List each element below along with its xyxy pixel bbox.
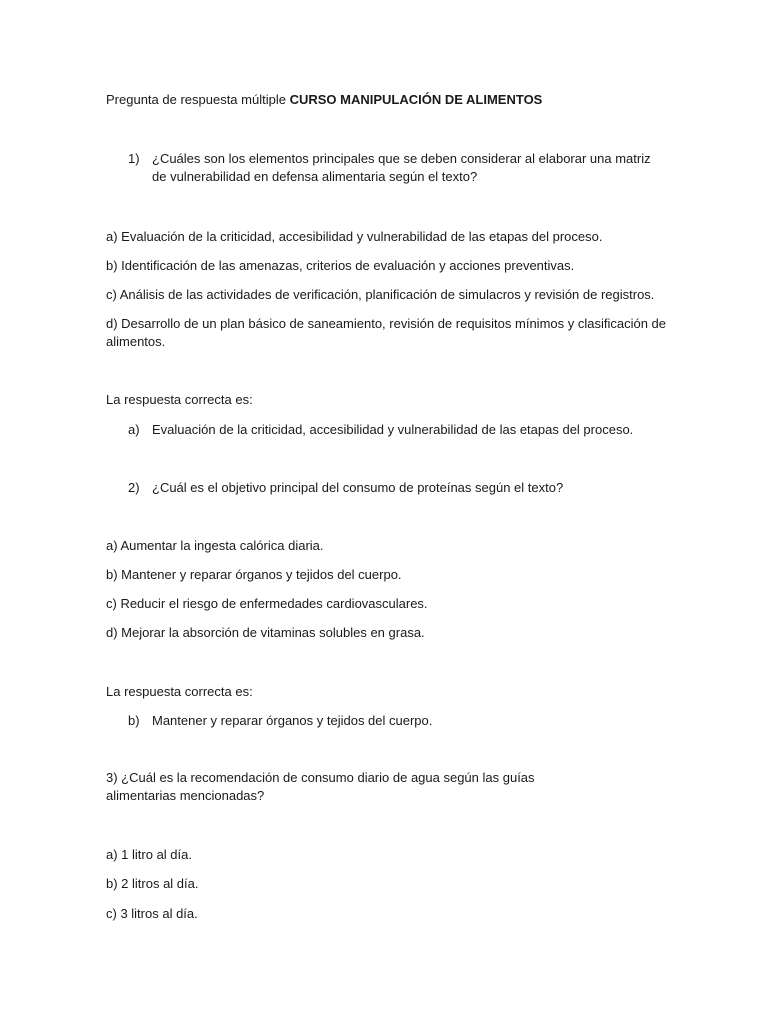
- question-1-option-d: d) Desarrollo de un plan básico de saneamiento, revisión de requisitos mínimos y clasificación de alimentos.: [106, 316, 667, 349]
- question-1-answer-text: Evaluación de la criticidad, accesibilidad y vulnerabilidad de las etapas del proceso.: [152, 422, 634, 437]
- course-title: CURSO MANIPULACIÓN DE ALIMENTOS: [289, 92, 543, 107]
- question-3-option-c: c) 3 litros al día.: [106, 906, 198, 921]
- question-2-option-c: c) Reducir el riesgo de enfermedades cardiovasculares.: [106, 596, 428, 611]
- question-3-text: 3) ¿Cuál es la recomendación de consumo diario de agua según las guías alimentarias mencionadas?: [106, 770, 535, 803]
- question-2-answer-text: Mantener y reparar órganos y tejidos del cuerpo.: [152, 713, 433, 728]
- question-3-option-a: a) 1 litro al día.: [106, 847, 192, 862]
- question-1-number: 1): [128, 151, 140, 166]
- question-2-answer-letter: b): [128, 713, 140, 728]
- question-1-text: ¿Cuáles son los elementos principales que se deben considerar al elaborar una matriz de vulnerabilidad en defensa alimentaria según el texto?: [152, 151, 651, 184]
- question-3-option-b: b) 2 litros al día.: [106, 876, 199, 891]
- header-prefix: Pregunta de respuesta múltiple: [106, 92, 290, 107]
- question-2-option-b: b) Mantener y reparar órganos y tejidos del cuerpo.: [106, 567, 402, 582]
- question-2-option-a: a) Aumentar la ingesta calórica diaria.: [106, 538, 324, 553]
- question-1-answer-letter: a): [128, 422, 140, 437]
- question-2-answer-label: La respuesta correcta es:: [106, 684, 253, 699]
- question-2-text: ¿Cuál es el objetivo principal del consumo de proteínas según el texto?: [152, 480, 564, 495]
- document-header: [106, 91, 666, 109]
- question-1-answer-label: La respuesta correcta es:: [106, 392, 253, 407]
- question-1-option-b: b) Identificación de las amenazas, criterios de evaluación y acciones preventivas.: [106, 258, 575, 273]
- question-2-option-d: d) Mejorar la absorción de vitaminas solubles en grasa.: [106, 625, 425, 640]
- question-1-option-c: c) Análisis de las actividades de verificación, planificación de simulacros y revisión de registros.: [106, 287, 655, 302]
- question-2-number: 2): [128, 480, 140, 495]
- question-1-option-a: a) Evaluación de la criticidad, accesibilidad y vulnerabilidad de las etapas del proceso.: [106, 229, 603, 244]
